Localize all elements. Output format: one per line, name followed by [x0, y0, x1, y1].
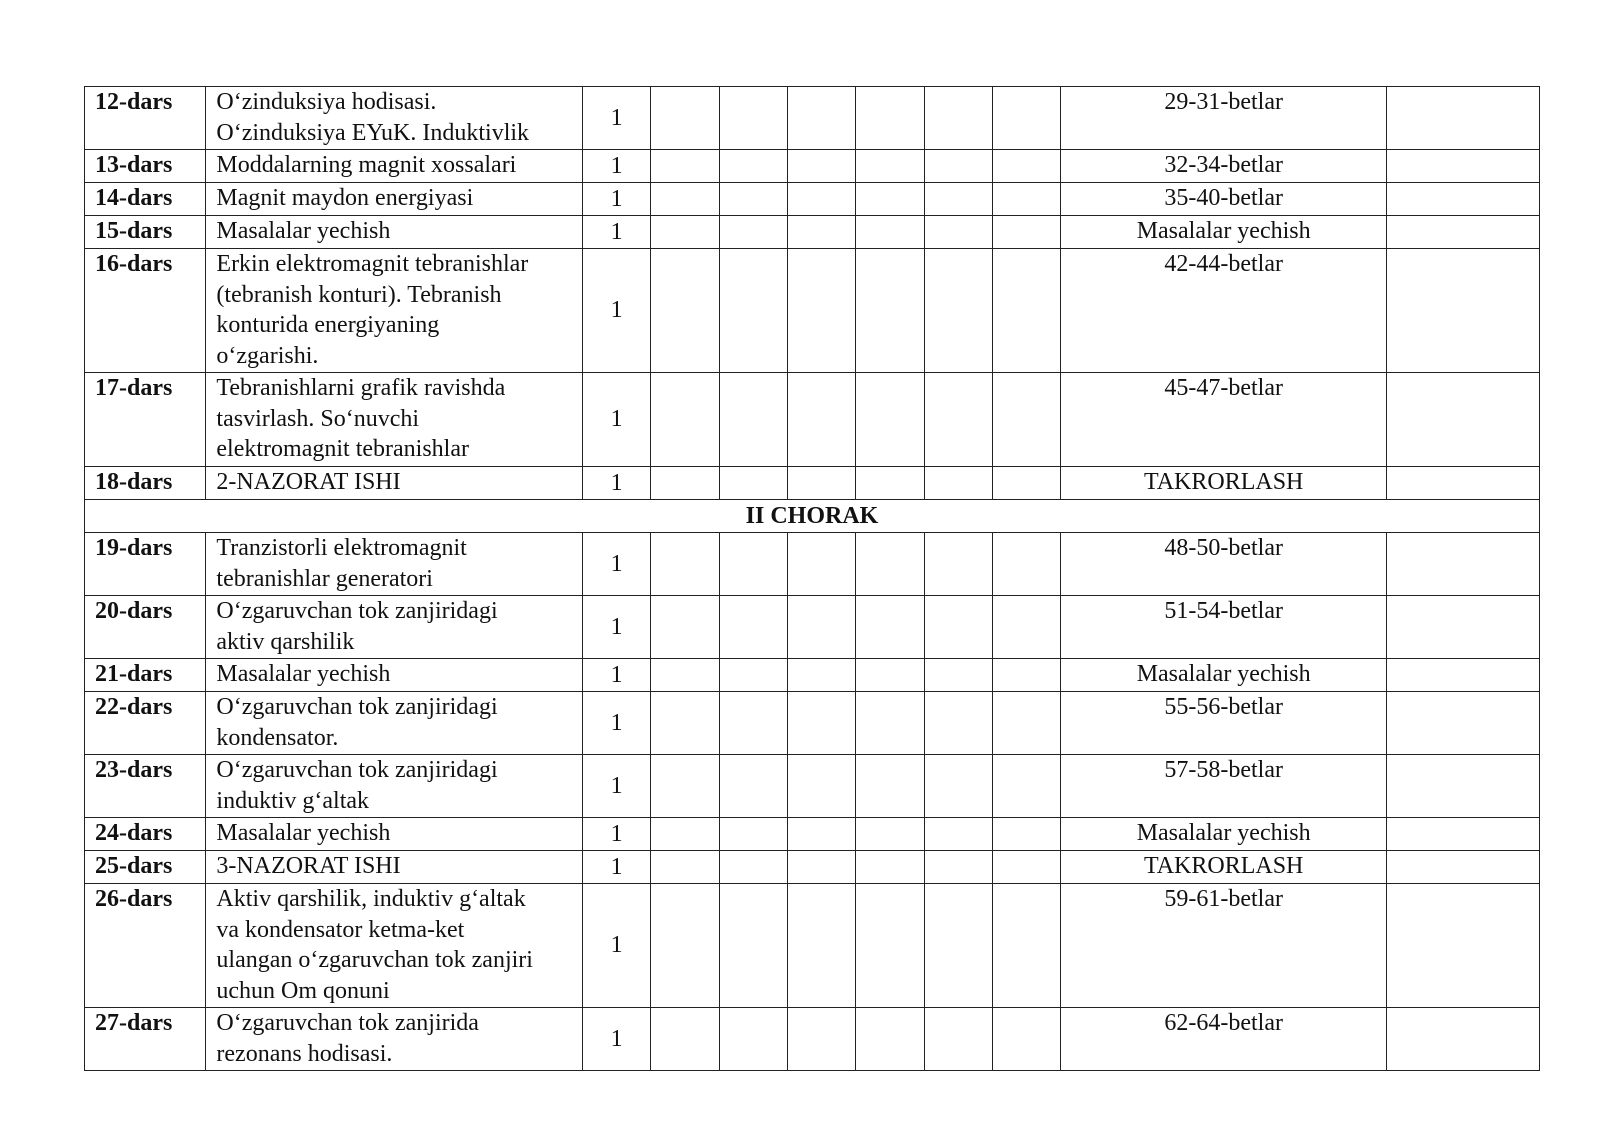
empty-cell	[856, 596, 924, 659]
lesson-topic-line: elektromagnit tebranishlar	[216, 436, 469, 462]
empty-cell	[924, 692, 992, 755]
lesson-topic-line: tebranishlar generatori	[216, 565, 433, 592]
lesson-hours: 1	[582, 1008, 650, 1071]
section-header-row	[85, 500, 1540, 533]
empty-cell	[651, 249, 719, 373]
empty-cell	[924, 818, 992, 851]
empty-cell	[719, 150, 787, 183]
empty-cell	[993, 1008, 1061, 1071]
lesson-topic-line: aktiv qarshilik	[216, 628, 355, 655]
lesson-topic-line: 3-NAZORAT ISHI	[216, 853, 401, 879]
empty-cell	[719, 216, 787, 249]
empty-cell	[856, 373, 924, 467]
lesson-number: 19-dars	[85, 533, 206, 596]
empty-cell	[787, 1008, 855, 1071]
lesson-number: 13-dars	[85, 150, 206, 183]
empty-cell	[924, 183, 992, 216]
table-row	[85, 596, 1540, 659]
lesson-topic-line: uchun Om qonuni	[216, 977, 390, 1004]
lesson-number: 23-dars	[85, 755, 206, 818]
lesson-hours: 1	[582, 851, 650, 884]
empty-cell	[719, 596, 787, 659]
empty-cell	[651, 692, 719, 755]
lesson-number: 22-dars	[85, 692, 206, 755]
lesson-topic	[206, 87, 583, 150]
empty-cell	[651, 884, 719, 1008]
empty-cell	[993, 87, 1061, 150]
empty-cell	[924, 467, 992, 500]
empty-cell	[1386, 150, 1539, 183]
lesson-topic	[206, 467, 583, 500]
empty-cell	[924, 884, 992, 1008]
empty-cell	[787, 659, 855, 692]
empty-cell	[787, 467, 855, 500]
table-row	[85, 659, 1540, 692]
textbook-pages: 62-64-betlar	[1061, 1008, 1386, 1071]
lesson-number: 25-dars	[85, 851, 206, 884]
lesson-topic-line: Moddalarning magnit xossalari	[216, 152, 517, 178]
empty-cell	[1386, 216, 1539, 249]
textbook-pages: Masalalar yechish	[1061, 216, 1386, 249]
lesson-topic-line: tasvirlash. So‘nuvchi	[216, 405, 420, 432]
empty-cell	[1386, 818, 1539, 851]
lesson-number: 27-dars	[85, 1008, 206, 1071]
lesson-topic	[206, 755, 583, 818]
table-row	[85, 87, 1540, 150]
empty-cell	[856, 818, 924, 851]
empty-cell	[856, 216, 924, 249]
section-title: II CHORAK	[85, 500, 1540, 533]
lesson-hours: 1	[582, 692, 650, 755]
table-row	[85, 755, 1540, 818]
textbook-pages: 51-54-betlar	[1061, 596, 1386, 659]
textbook-pages: 55-56-betlar	[1061, 692, 1386, 755]
textbook-pages: Masalalar yechish	[1061, 818, 1386, 851]
empty-cell	[924, 150, 992, 183]
empty-cell	[787, 596, 855, 659]
empty-cell	[1386, 467, 1539, 500]
empty-cell	[787, 150, 855, 183]
empty-cell	[719, 851, 787, 884]
empty-cell	[1386, 533, 1539, 596]
empty-cell	[993, 596, 1061, 659]
lesson-hours: 1	[582, 884, 650, 1008]
empty-cell	[651, 467, 719, 500]
empty-cell	[787, 373, 855, 467]
empty-cell	[719, 183, 787, 216]
lesson-number: 14-dars	[85, 183, 206, 216]
empty-cell	[856, 755, 924, 818]
textbook-pages: 45-47-betlar	[1061, 373, 1386, 467]
empty-cell	[856, 249, 924, 373]
lesson-topic-line: O‘zgaruvchan tok zanjirida	[216, 1010, 479, 1036]
empty-cell	[856, 884, 924, 1008]
lesson-number: 12-dars	[85, 87, 206, 150]
empty-cell	[924, 533, 992, 596]
empty-cell	[993, 249, 1061, 373]
lesson-topic-line: induktiv g‘altak	[216, 787, 370, 814]
empty-cell	[856, 659, 924, 692]
empty-cell	[787, 216, 855, 249]
empty-cell	[1386, 755, 1539, 818]
table-row	[85, 150, 1540, 183]
empty-cell	[924, 1008, 992, 1071]
lesson-hours: 1	[582, 216, 650, 249]
lesson-number: 16-dars	[85, 249, 206, 373]
empty-cell	[651, 659, 719, 692]
empty-cell	[719, 884, 787, 1008]
lesson-hours: 1	[582, 467, 650, 500]
table-row	[85, 1008, 1540, 1071]
empty-cell	[924, 659, 992, 692]
empty-cell	[924, 87, 992, 150]
lesson-hours: 1	[582, 596, 650, 659]
lesson-number: 17-dars	[85, 373, 206, 467]
textbook-pages: TAKRORLASH	[1061, 851, 1386, 884]
empty-cell	[993, 755, 1061, 818]
empty-cell	[924, 216, 992, 249]
empty-cell	[924, 851, 992, 884]
empty-cell	[651, 851, 719, 884]
empty-cell	[993, 150, 1061, 183]
lesson-topic-line: konturida energiyaning	[216, 312, 440, 338]
empty-cell	[787, 183, 855, 216]
textbook-pages: TAKRORLASH	[1061, 467, 1386, 500]
lesson-topic-line: va kondensator ketma-ket	[216, 916, 465, 943]
textbook-pages: 29-31-betlar	[1061, 87, 1386, 150]
table-body	[85, 87, 1540, 1071]
lesson-topic-line: O‘zgaruvchan tok zanjiridagi	[216, 598, 498, 624]
lesson-topic-line: Magnit maydon energiyasi	[216, 185, 474, 211]
lesson-topic	[206, 659, 583, 692]
lesson-topic-line: Tranzistorli elektromagnit	[216, 535, 467, 561]
empty-cell	[787, 692, 855, 755]
textbook-pages: 32-34-betlar	[1061, 150, 1386, 183]
lesson-topic-line: O‘zgaruvchan tok zanjiridagi	[216, 694, 498, 720]
empty-cell	[651, 818, 719, 851]
lesson-hours: 1	[582, 183, 650, 216]
empty-cell	[787, 851, 855, 884]
empty-cell	[719, 373, 787, 467]
lesson-number: 26-dars	[85, 884, 206, 1008]
empty-cell	[651, 1008, 719, 1071]
lesson-topic	[206, 183, 583, 216]
lesson-topic	[206, 150, 583, 183]
empty-cell	[993, 216, 1061, 249]
lesson-topic	[206, 596, 583, 659]
lesson-hours: 1	[582, 755, 650, 818]
table-row	[85, 216, 1540, 249]
lesson-topic-line: Aktiv qarshilik, induktiv g‘altak	[216, 886, 526, 912]
lesson-topic	[206, 533, 583, 596]
lesson-number: 18-dars	[85, 467, 206, 500]
empty-cell	[1386, 692, 1539, 755]
lesson-topic	[206, 818, 583, 851]
lesson-topic-line: o‘zgarishi.	[216, 342, 319, 369]
empty-cell	[1386, 183, 1539, 216]
textbook-pages: 35-40-betlar	[1061, 183, 1386, 216]
textbook-pages: 42-44-betlar	[1061, 249, 1386, 373]
empty-cell	[856, 467, 924, 500]
empty-cell	[993, 692, 1061, 755]
empty-cell	[719, 249, 787, 373]
empty-cell	[787, 818, 855, 851]
empty-cell	[651, 150, 719, 183]
empty-cell	[1386, 1008, 1539, 1071]
lesson-topic	[206, 249, 583, 373]
table-row	[85, 533, 1540, 596]
empty-cell	[651, 373, 719, 467]
lesson-topic-line: Masalalar yechish	[216, 820, 391, 846]
empty-cell	[787, 87, 855, 150]
textbook-pages: 57-58-betlar	[1061, 755, 1386, 818]
lesson-plan-table	[84, 86, 1540, 1071]
lesson-number: 15-dars	[85, 216, 206, 249]
empty-cell	[993, 183, 1061, 216]
empty-cell	[1386, 851, 1539, 884]
empty-cell	[719, 659, 787, 692]
empty-cell	[787, 249, 855, 373]
empty-cell	[719, 533, 787, 596]
table-row	[85, 692, 1540, 755]
table-row	[85, 183, 1540, 216]
lesson-topic	[206, 884, 583, 1008]
empty-cell	[651, 216, 719, 249]
lesson-hours: 1	[582, 87, 650, 150]
empty-cell	[651, 183, 719, 216]
empty-cell	[856, 533, 924, 596]
empty-cell	[993, 467, 1061, 500]
empty-cell	[719, 87, 787, 150]
empty-cell	[856, 87, 924, 150]
empty-cell	[719, 692, 787, 755]
empty-cell	[856, 851, 924, 884]
empty-cell	[924, 755, 992, 818]
empty-cell	[856, 1008, 924, 1071]
lesson-hours: 1	[582, 659, 650, 692]
empty-cell	[719, 467, 787, 500]
table-row	[85, 373, 1540, 467]
lesson-topic-line: O‘zgaruvchan tok zanjiridagi	[216, 757, 498, 783]
lesson-number: 20-dars	[85, 596, 206, 659]
lesson-topic	[206, 373, 583, 467]
table-row	[85, 884, 1540, 1008]
empty-cell	[1386, 249, 1539, 373]
lesson-topic-line: (tebranish konturi). Tebranish	[216, 281, 502, 308]
empty-cell	[651, 596, 719, 659]
lesson-topic-line: Tebranishlarni grafik ravishda	[216, 375, 506, 401]
empty-cell	[651, 755, 719, 818]
empty-cell	[993, 851, 1061, 884]
empty-cell	[651, 533, 719, 596]
empty-cell	[993, 884, 1061, 1008]
empty-cell	[719, 755, 787, 818]
empty-cell	[719, 818, 787, 851]
lesson-hours: 1	[582, 249, 650, 373]
empty-cell	[1386, 884, 1539, 1008]
empty-cell	[856, 150, 924, 183]
lesson-topic-line: Masalalar yechish	[216, 661, 391, 687]
textbook-pages: 59-61-betlar	[1061, 884, 1386, 1008]
empty-cell	[1386, 596, 1539, 659]
empty-cell	[1386, 373, 1539, 467]
empty-cell	[787, 755, 855, 818]
table-row	[85, 818, 1540, 851]
empty-cell	[993, 373, 1061, 467]
lesson-number: 21-dars	[85, 659, 206, 692]
lesson-topic	[206, 692, 583, 755]
empty-cell	[993, 818, 1061, 851]
empty-cell	[856, 692, 924, 755]
empty-cell	[856, 183, 924, 216]
lesson-topic-line: Masalalar yechish	[216, 218, 391, 244]
lesson-hours: 1	[582, 373, 650, 467]
lesson-topic-line: rezonans hodisasi.	[216, 1040, 393, 1067]
lesson-topic-line: O‘zinduksiya EYuK. Induktivlik	[216, 119, 530, 146]
lesson-topic-line: ulangan o‘zgaruvchan tok zanjiri	[216, 947, 533, 973]
lesson-topic	[206, 851, 583, 884]
lesson-hours: 1	[582, 150, 650, 183]
textbook-pages: Masalalar yechish	[1061, 659, 1386, 692]
lesson-hours: 1	[582, 533, 650, 596]
empty-cell	[924, 249, 992, 373]
empty-cell	[787, 533, 855, 596]
lesson-number: 24-dars	[85, 818, 206, 851]
lesson-topic-line: Erkin elektromagnit tebranishlar	[216, 251, 529, 277]
lesson-topic-line: O‘zinduksiya hodisasi.	[216, 89, 437, 115]
empty-cell	[651, 87, 719, 150]
table-row	[85, 851, 1540, 884]
empty-cell	[787, 884, 855, 1008]
empty-cell	[1386, 659, 1539, 692]
empty-cell	[993, 659, 1061, 692]
textbook-pages: 48-50-betlar	[1061, 533, 1386, 596]
lesson-topic-line: 2-NAZORAT ISHI	[216, 469, 401, 495]
lesson-topic-line: kondensator.	[216, 724, 339, 751]
empty-cell	[924, 596, 992, 659]
lesson-topic	[206, 1008, 583, 1071]
table-row	[85, 249, 1540, 373]
table-row	[85, 467, 1540, 500]
lesson-topic	[206, 216, 583, 249]
empty-cell	[993, 533, 1061, 596]
empty-cell	[1386, 87, 1539, 150]
lesson-hours: 1	[582, 818, 650, 851]
empty-cell	[719, 1008, 787, 1071]
empty-cell	[924, 373, 992, 467]
